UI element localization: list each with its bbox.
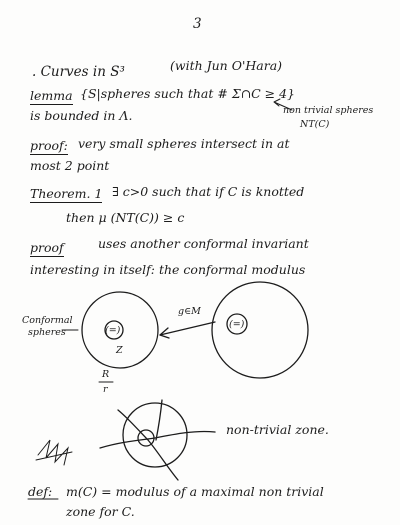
theorem-statement: ∃ c>0 such that if C is knotted — [112, 184, 305, 199]
conformal-label: Conformal — [22, 315, 73, 326]
fraction-denominator: r — [103, 384, 108, 395]
lemma-statement-line2: is bounded in Λ. — [30, 108, 133, 123]
spheres-label: spheres — [28, 327, 66, 338]
lemma-statement: {S|spheres such that # Σ∩C ≥ 4} — [80, 86, 296, 101]
definition-text: m(C) = modulus of a maximal non trivial — [66, 484, 324, 499]
inner-label-z: Z — [116, 345, 123, 356]
knot-scribble — [36, 440, 72, 465]
section-heading: . Curves in S³ — [32, 64, 125, 80]
section-heading-aside: (with Jun O'Hara) — [170, 58, 283, 73]
inner-symbol-left: (=) — [105, 325, 121, 336]
proof-label: proof: — [30, 138, 68, 153]
proof-text-line2: most 2 point — [30, 158, 110, 173]
right-outer-circle — [212, 282, 308, 378]
zone-curve-c — [156, 400, 162, 440]
proof2-label: proof — [30, 240, 64, 255]
arrow-label: g∈M — [178, 306, 201, 317]
lemma-annotation: non trivial spheres — [283, 105, 374, 116]
theorem-label: Theorem. 1 — [30, 186, 103, 201]
fraction-numerator: R — [102, 369, 110, 380]
page-number: 3 — [193, 16, 202, 32]
inner-symbol-right: (=) — [229, 319, 245, 330]
lemma-annotation-line2: NT(C) — [300, 119, 330, 130]
proof2-text-line2: interesting in itself: the conformal modulus — [30, 262, 306, 277]
proof2-text: uses another conformal invariant — [98, 236, 309, 251]
annotation-arrow — [274, 99, 292, 110]
theorem-statement-line2: then μ (NT(C)) ≥ c — [66, 210, 185, 225]
lemma-label: lemma — [30, 88, 73, 103]
definition-label: def: — [28, 484, 53, 499]
proof-text: very small spheres intersect in at — [78, 136, 290, 151]
zone-outer-circle — [123, 403, 187, 467]
non-trivial-zone-label: non-trivial zone. — [226, 422, 329, 437]
definition-text-line2: zone for C. — [66, 504, 135, 519]
